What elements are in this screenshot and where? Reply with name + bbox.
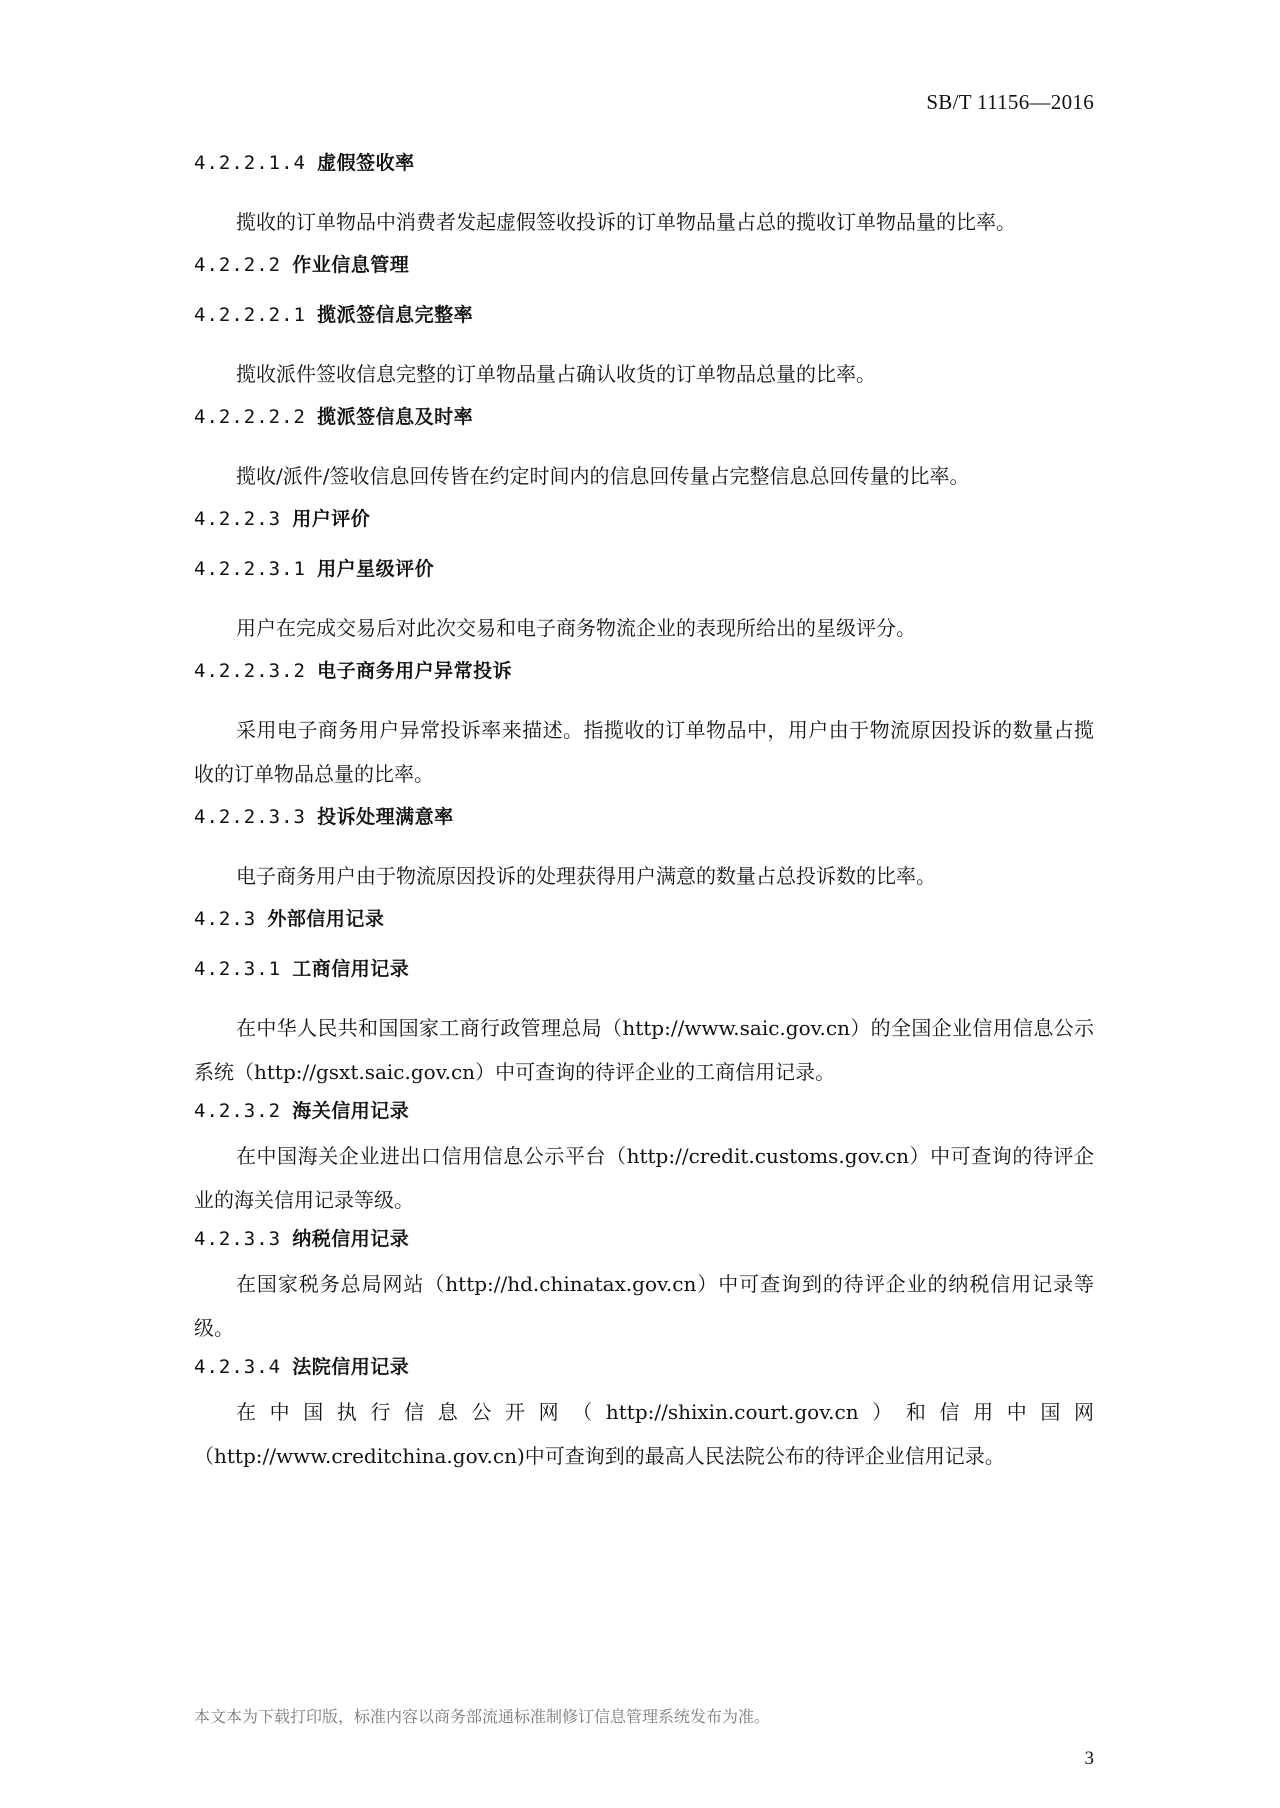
- spread-char: 中: [1006, 1400, 1027, 1424]
- section-heading: [194, 150, 1094, 176]
- section-number: 4.2.3.4: [194, 1356, 282, 1378]
- section-title: 虚假签收率: [317, 152, 415, 174]
- section-title: 纳税信用记录: [292, 1228, 410, 1250]
- spread-char: 执: [336, 1400, 357, 1424]
- section-title: 揽派签信息及时率: [317, 406, 474, 428]
- spread-char: 行: [370, 1400, 391, 1424]
- section-number: 4.2.3.3: [194, 1228, 282, 1250]
- section-heading: [194, 1098, 1094, 1124]
- spread-char: 网: [538, 1400, 559, 1424]
- paragraph: 在中国海关企业进出口信用信息公示平台（http://credit.customs.gov.cn）中可查询的待评企业的海关信用记录等级。: [194, 1144, 1094, 1212]
- section-heading: [194, 1226, 1094, 1252]
- section-heading: [194, 404, 1094, 430]
- spread-char: 开: [505, 1400, 525, 1424]
- section-heading: [194, 506, 1094, 532]
- spread-char: 和: [905, 1400, 926, 1424]
- spread-char: ）: [872, 1400, 893, 1424]
- section-heading: [194, 658, 1094, 684]
- section-number: 4.2.2.2: [194, 254, 282, 276]
- section-number: 4.2.3: [194, 908, 257, 930]
- section-number: 4.2.2.3.2: [194, 660, 306, 682]
- spread-char: 公: [471, 1400, 492, 1424]
- section-title: 作业信息管理: [292, 254, 410, 276]
- paragraph: 电子商务用户由于物流原因投诉的处理获得用户满意的数量占总投诉数的比率。: [236, 864, 936, 888]
- spread-char: 国: [1040, 1400, 1061, 1424]
- section-heading: [194, 1354, 1094, 1380]
- section-number: 4.2.2.1.4: [194, 152, 306, 174]
- paragraph: 揽收派件签收信息完整的订单物品量占确认收货的订单物品总量的比率。: [236, 362, 876, 386]
- paragraph: 在中华人民共和国国家工商行政管理总局（http://www.saic.gov.cn）的全国企业信用信息公示系统（http://gsxt.saic.gov.cn）中可查询的待评企业的工商信用记录。: [194, 1016, 1094, 1084]
- section-number: 4.2.3.2: [194, 1100, 282, 1122]
- spread-char: 息: [437, 1400, 458, 1424]
- section-number: 4.2.2.3.3: [194, 806, 306, 828]
- section-heading: [194, 252, 1094, 278]
- section-heading: [194, 302, 1094, 328]
- spread-char: 在: [236, 1400, 256, 1424]
- paragraph: （http://www.creditchina.gov.cn)中可查询到的最高人民法院公布的待评企业信用记录。: [194, 1444, 1005, 1468]
- footer-note: 本文本为下载打印版，标准内容以商务部流通标准制修订信息管理系统发布为准。: [194, 1707, 771, 1726]
- section-title: 海关信用记录: [292, 1100, 410, 1122]
- paragraph: 在国家税务总局网站（http://hd.chinatax.gov.cn）中可查询到的待评企业的纳税信用记录等级。: [194, 1272, 1094, 1340]
- section-title: 工商信用记录: [292, 958, 410, 980]
- spread-char: 网: [1073, 1400, 1094, 1424]
- paragraph: 揽收的订单物品中消费者发起虚假签收投诉的订单物品量占总的揽收订单物品量的比率。: [236, 210, 1016, 234]
- paragraph: 揽收/派件/签收信息回传皆在约定时间内的信息回传量占完整信息总回传量的比率。: [236, 464, 970, 488]
- standard-code: SB/T 11156—2016: [926, 90, 1094, 114]
- paragraph-spread-line: [194, 1390, 1094, 1434]
- section-heading: [194, 556, 1094, 582]
- section-heading: [194, 956, 1094, 982]
- section-title: 用户星级评价: [317, 558, 435, 580]
- document-body: [194, 150, 1094, 1478]
- section-number: 4.2.2.2.2: [194, 406, 306, 428]
- spread-char: （: [572, 1400, 593, 1424]
- section-heading: [194, 804, 1094, 830]
- section-title: 法院信用记录: [292, 1356, 410, 1378]
- section-title: 电子商务用户异常投诉: [317, 660, 513, 682]
- spread-char: http://shixin.court.gov.cn: [605, 1400, 859, 1424]
- section-number: 4.2.3.1: [194, 958, 282, 980]
- section-number: 4.2.2.3: [194, 508, 282, 530]
- section-title: 外部信用记录: [267, 908, 385, 930]
- spread-char: 中: [269, 1400, 290, 1424]
- spread-char: 用: [973, 1400, 994, 1424]
- spread-char: 信: [404, 1400, 425, 1424]
- paragraph: 采用电子商务用户异常投诉率来描述。指揽收的订单物品中，用户由于物流原因投诉的数量占揽收的订单物品总量的比率。: [194, 718, 1094, 786]
- spread-char: 国: [303, 1400, 324, 1424]
- paragraph: 用户在完成交易后对此次交易和电子商务物流企业的表现所给出的星级评分。: [236, 616, 916, 640]
- section-number: 4.2.2.3.1: [194, 558, 306, 580]
- spread-char: 信: [939, 1400, 960, 1424]
- section-heading: [194, 906, 1094, 932]
- section-title: 投诉处理满意率: [317, 806, 454, 828]
- page-number: 3: [1084, 1748, 1094, 1769]
- section-title: 揽派签信息完整率: [317, 304, 474, 326]
- section-title: 用户评价: [292, 508, 371, 530]
- section-number: 4.2.2.2.1: [194, 304, 306, 326]
